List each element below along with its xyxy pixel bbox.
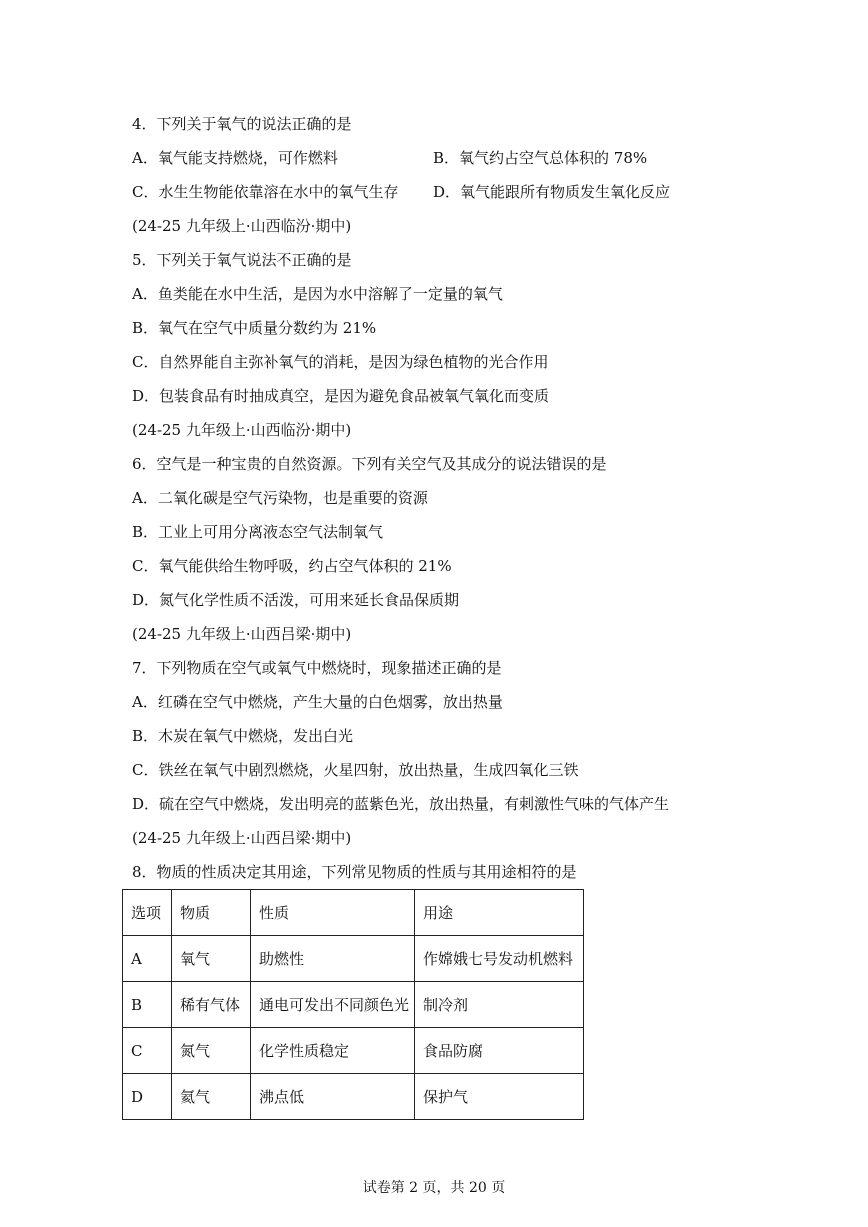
table-cell: 通电可发出不同颜色光 — [251, 982, 415, 1028]
table-header-row — [123, 890, 584, 936]
q5-source: (24-25 九年级上·山西临汾·期中) — [132, 217, 352, 235]
q6-option-b: B．工业上可用分离液态空气法制氧气 — [132, 523, 384, 541]
table-cell: B — [123, 982, 172, 1028]
table-cell: 氮气 — [172, 1028, 251, 1074]
q8-source: (24-25 九年级上·山西吕梁·期中) — [132, 829, 352, 847]
table-cell: 稀有气体 — [172, 982, 251, 1028]
table-row — [123, 1028, 584, 1074]
table-cell: C — [123, 1028, 172, 1074]
q6-option-a: A．二氧化碳是空气污染物，也是重要的资源 — [132, 489, 428, 507]
table-cell: D — [123, 1074, 172, 1120]
table-header-cell: 性质 — [251, 890, 415, 936]
table-cell: 助燃性 — [251, 936, 415, 982]
table-row — [123, 1074, 584, 1120]
q8-stem: 8．物质的性质决定其用途，下列常见物质的性质与其用途相符的是 — [132, 863, 577, 881]
table-cell: 制冷剂 — [415, 982, 584, 1028]
q6-option-c: C．氧气能供给生物呼吸，约占空气体积的 21% — [132, 557, 452, 575]
q7-stem: 7．下列物质在空气或氧气中燃烧时，现象描述正确的是 — [132, 659, 502, 677]
table-cell: 化学性质稳定 — [251, 1028, 415, 1074]
q5-option-c: C．自然界能自主弥补氧气的消耗，是因为绿色植物的光合作用 — [132, 353, 549, 371]
q5-option-d: D．包装食品有时抽成真空，是因为避免食品被氧气氧化而变质 — [132, 387, 550, 405]
table-header-cell: 物质 — [172, 890, 251, 936]
q7-option-c: C．铁丝在氧气中剧烈燃烧，火星四射，放出热量，生成四氧化三铁 — [132, 761, 579, 779]
q5-stem: 5．下列关于氧气说法不正确的是 — [132, 251, 352, 269]
q6-stem: 6．空气是一种宝贵的自然资源。下列有关空气及其成分的说法错误的是 — [132, 455, 607, 473]
q8-table — [122, 889, 584, 1120]
table-cell: 食品防腐 — [415, 1028, 584, 1074]
q7-option-a: A．红磷在空气中燃烧，产生大量的白色烟雾，放出热量 — [132, 693, 503, 711]
q7-option-b: B．木炭在氧气中燃烧，发出白光 — [132, 727, 354, 745]
q5-option-a: A．鱼类能在水中生活，是因为水中溶解了一定量的氧气 — [132, 285, 503, 303]
table-cell: A — [123, 936, 172, 982]
q4-options-row-1 — [132, 148, 752, 168]
q4-option-a: A．氧气能支持燃烧，可作燃料 — [132, 149, 338, 167]
q6-source: (24-25 九年级上·山西临汾·期中) — [132, 421, 352, 439]
q7-source: (24-25 九年级上·山西吕梁·期中) — [132, 625, 352, 643]
q4-option-c: C．水生生物能依靠溶在水中的氧气生存 — [132, 183, 399, 201]
table-row — [123, 936, 584, 982]
table-header-cell: 选项 — [123, 890, 172, 936]
q4-option-d: D．氧气能跟所有物质发生氧化反应 — [433, 183, 671, 201]
table-cell: 氧气 — [172, 936, 251, 982]
q4-option-b: B．氧气约占空气总体积的 78% — [433, 149, 648, 167]
page-footer: 试卷第 2 页，共 20 页 — [362, 1180, 506, 1196]
q4-stem: 4．下列关于氧气的说法正确的是 — [132, 115, 352, 133]
table-cell: 氦气 — [172, 1074, 251, 1120]
table-row — [123, 982, 584, 1028]
q4-options-row-2 — [132, 182, 752, 202]
table-cell: 沸点低 — [251, 1074, 415, 1120]
q6-option-d: D．氮气化学性质不活泼，可用来延长食品保质期 — [132, 591, 460, 609]
table-header-cell: 用途 — [415, 890, 584, 936]
q5-option-b: B．氧气在空气中质量分数约为 21% — [132, 319, 377, 337]
table-cell: 作嫦娥七号发动机燃料 — [415, 936, 584, 982]
table-cell: 保护气 — [415, 1074, 584, 1120]
q7-option-d: D．硫在空气中燃烧，发出明亮的蓝紫色光，放出热量，有刺激性气味的气体产生 — [132, 795, 670, 813]
